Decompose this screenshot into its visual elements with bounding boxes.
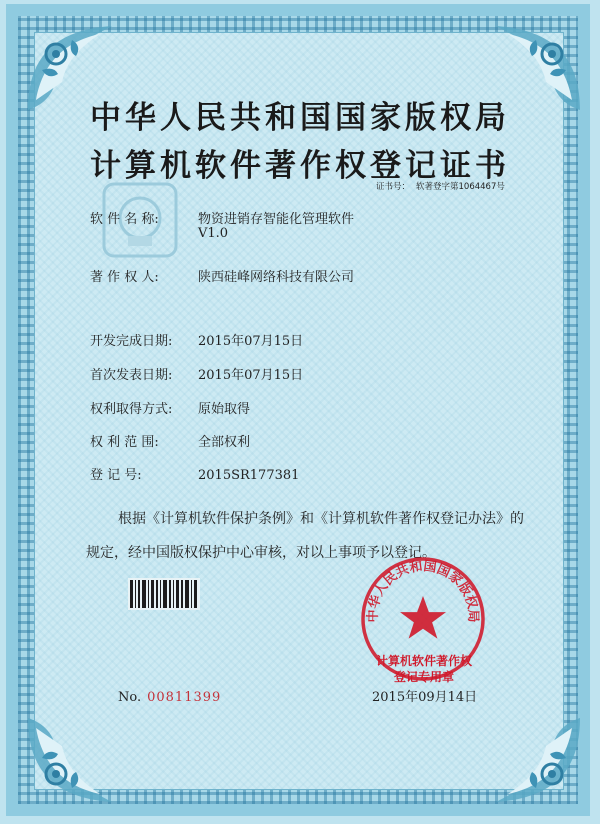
scope-value: 全部权利 (198, 435, 251, 450)
seal-text-line-2: 登记专用章 (393, 670, 454, 684)
statement-line-2: 规定，经中国版权保护中心审核，对以上事项予以登记。 (86, 545, 436, 561)
scope-row (90, 431, 250, 450)
owner-row (90, 266, 354, 285)
issue-date: 2015年09月14日 (372, 690, 478, 705)
scope-label: 权 利 范 围: (90, 435, 159, 450)
pub-date-label: 首次发表日期: (90, 368, 173, 383)
pub-date-value: 2015年07月15日 (198, 368, 304, 383)
certificate-number-label: 证书号： (376, 182, 411, 192)
serial-number-value: 00811399 (147, 690, 222, 705)
statement-line-1: 根据《计算机软件保护条例》和《计算机软件著作权登记办法》的 (118, 511, 524, 527)
acquisition-label: 权利取得方式: (90, 402, 173, 417)
software-version: V1.0 (198, 226, 229, 241)
software-name-row (90, 208, 354, 227)
reg-no-value: 2015SR177381 (198, 468, 300, 483)
acquisition-row (90, 398, 250, 417)
owner-label: 著 作 权 人: (90, 270, 159, 285)
serial-number-label: No. (118, 690, 142, 705)
owner-value: 陕西硅峰网络科技有限公司 (198, 270, 355, 285)
acquisition-value: 原始取得 (198, 402, 251, 417)
reg-no-label: 登 记 号: (90, 468, 142, 483)
corner-ornament-icon (490, 712, 586, 808)
seal-text-line-1: 计算机软件著作权 (375, 654, 472, 668)
barcode-icon (128, 578, 200, 610)
certificate-title: 计算机软件著作权登记证书 (90, 148, 510, 184)
issuer-title: 中华人民共和国国家版权局 (90, 100, 510, 136)
dev-date-label: 开发完成日期: (90, 334, 173, 349)
certificate-number (376, 180, 505, 192)
reg-no-row (90, 464, 299, 483)
pub-date-row (90, 364, 303, 383)
software-name-label: 软 件 名 称: (90, 212, 159, 227)
software-name-value: 物资进销存智能化管理软件 (198, 212, 355, 227)
seal-ring-text: 中华人民共和国国家版权局 (365, 559, 481, 623)
corner-ornament-icon (22, 712, 118, 808)
dev-date-value: 2015年07月15日 (198, 334, 304, 349)
certificate-number-value: 软著登字第1064467号 (416, 182, 505, 192)
dev-date-row (90, 330, 303, 349)
serial-number (118, 690, 221, 705)
